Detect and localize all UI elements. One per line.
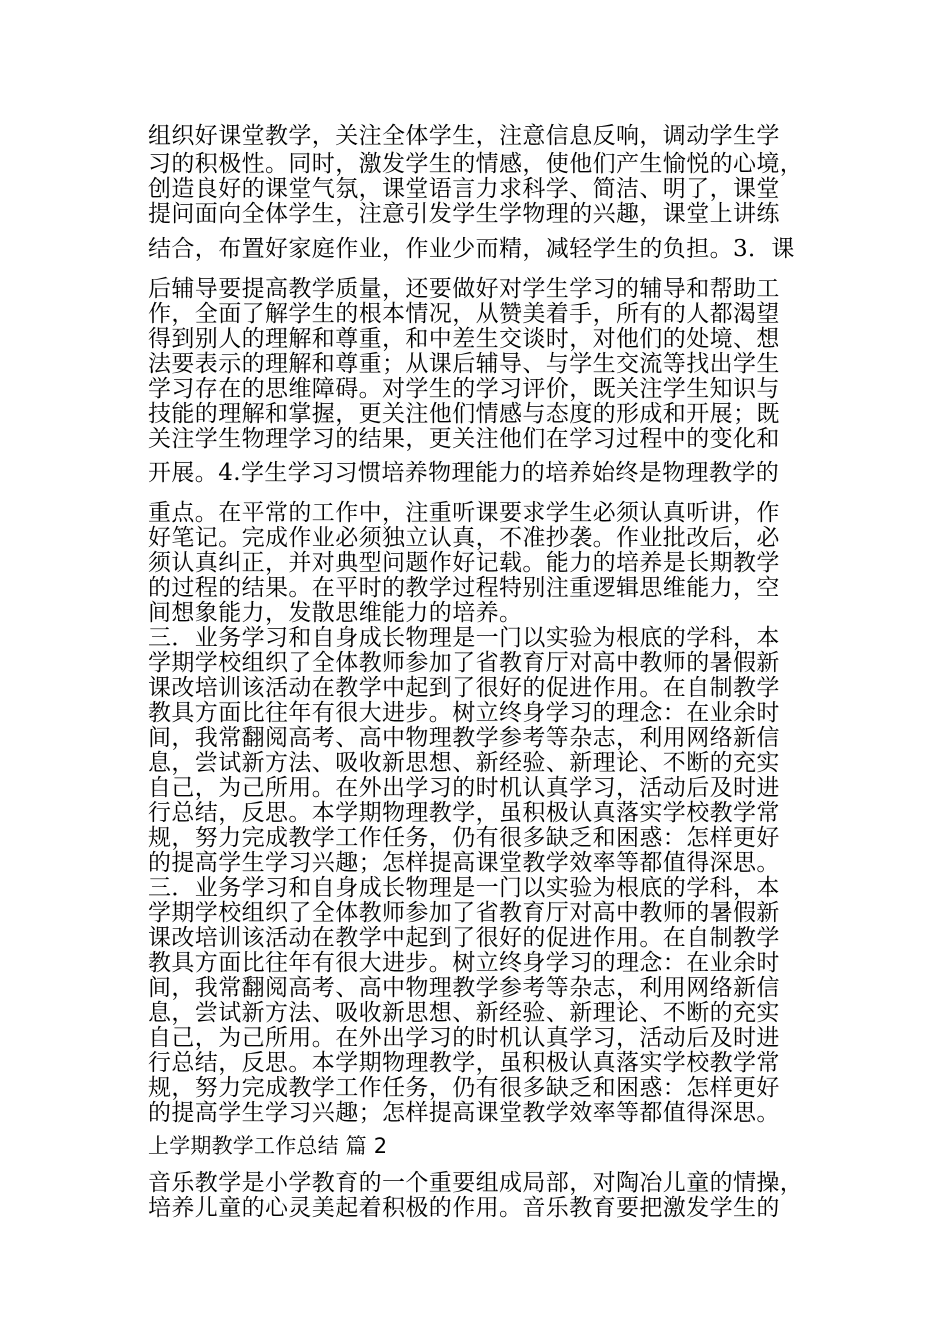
- text-line: 关注学生物理学习的结果，更关注他们在学习过程中的变化和: [148, 426, 780, 452]
- text-line: 教具方面比往年有很大进步。树立终身学习的理念：在业余时: [148, 950, 780, 976]
- text-line: 自己，为己所用。在外出学习的时机认真学习，活动后及时进: [148, 1025, 780, 1051]
- text-line: 教具方面比往年有很大进步。树立终身学习的理念：在业余时: [148, 700, 780, 726]
- text-line: 自己，为己所用。在外出学习的时机认真学习，活动后及时进: [148, 775, 780, 801]
- text-line: 重点。在平常的工作中，注重听课要求学生必须认真听讲，作: [148, 500, 780, 526]
- text-line: 好笔记。完成作业必须独立认真，不准抄袭。作业批改后，必: [148, 525, 780, 551]
- text-line: 得到别人的理解和尊重，和中差生交谈时，对他们的处境、想: [148, 326, 780, 352]
- text-line: 结合，布置好家庭作业，作业少而精，减轻学生的负担。3．课: [148, 236, 795, 262]
- text-line: 习的积极性。同时，激发学生的情感，使他们产生愉悦的心境，: [148, 151, 804, 177]
- text-line: 的过程的结果。在平时的教学过程特别注重逻辑思维能力，空: [148, 575, 780, 601]
- text-line: 作，全面了解学生的根本情况，从赞美着手，所有的人都渴望: [148, 301, 780, 327]
- text-line: 法要表示的理解和尊重；从课后辅导、与学生交流等找出学生: [148, 351, 780, 377]
- text-line: 规，努力完成教学工作任务，仍有很多缺乏和困惑：怎样更好: [148, 1075, 780, 1101]
- text-line: 息，尝试新方法、吸收新思想、新经验、新理论、不断的充实: [148, 1000, 780, 1026]
- text-line: 学期学校组织了全体教师参加了省教育厅对高中教师的暑假新: [148, 650, 780, 676]
- text-line: 息，尝试新方法、吸收新思想、新经验、新理论、不断的充实: [148, 750, 780, 776]
- article-title: 上学期教学工作总结 篇 2: [148, 1134, 388, 1158]
- text-line: 行总结，反思。本学期物理教学，虽积极认真落实学校教学常: [148, 800, 780, 826]
- text-line: 学期学校组织了全体教师参加了省教育厅对高中教师的暑假新: [148, 900, 780, 926]
- text-line: 开展。4.学生学习习惯培养物理能力的培养始终是物理教学的: [148, 460, 780, 486]
- text-line: 课改培训该活动在教学中起到了很好的促进作用。在自制教学: [148, 925, 780, 951]
- text-line: 技能的理解和掌握，更关注他们情感与态度的形成和开展；既: [148, 401, 780, 427]
- text-line: 间，我常翻阅高考、高中物理教学参考等杂志，利用网络新信: [148, 725, 780, 751]
- text-line: 须认真纠正，并对典型问题作好记载。能力的培养是长期教学: [148, 550, 780, 576]
- text-line: 学习存在的思维障碍。对学生的学习评价，既关注学生知识与: [148, 376, 780, 402]
- text-line: 音乐教学是小学教育的一个重要组成局部，对陶冶儿童的情操，: [148, 1170, 804, 1196]
- text-line: 提问面向全体学生，注意引发学生学物理的兴趣，课堂上讲练: [148, 201, 780, 227]
- text-line: 组织好课堂教学，关注全体学生，注意信息反响，调动学生学: [148, 123, 780, 149]
- text-line: 创造良好的课堂气氛，课堂语言力求科学、简洁、明了，课堂: [148, 176, 780, 202]
- text-line: 间，我常翻阅高考、高中物理教学参考等杂志，利用网络新信: [148, 975, 780, 1001]
- text-line: 后辅导要提高教学质量，还要做好对学生学习的辅导和帮助工: [148, 276, 780, 302]
- text-line: 间想象能力，发散思维能力的培养。: [148, 600, 523, 626]
- text-line: 的提高学生学习兴趣；怎样提高课堂教学效率等都值得深思。: [148, 850, 780, 876]
- text-line: 培养儿童的心灵美起着积极的作用。音乐教育要把激发学生的: [148, 1195, 780, 1221]
- section-heading-line: 三．业务学习和自身成长物理是一门以实验为根底的学科，本: [148, 625, 780, 651]
- section-heading-line: 三．业务学习和自身成长物理是一门以实验为根底的学科，本: [148, 875, 780, 901]
- text-line: 行总结，反思。本学期物理教学，虽积极认真落实学校教学常: [148, 1050, 780, 1076]
- text-line: 课改培训该活动在教学中起到了很好的促进作用。在自制教学: [148, 675, 780, 701]
- text-line: 的提高学生学习兴趣；怎样提高课堂教学效率等都值得深思。: [148, 1100, 780, 1126]
- text-line: 规，努力完成教学工作任务，仍有很多缺乏和困惑：怎样更好: [148, 825, 780, 851]
